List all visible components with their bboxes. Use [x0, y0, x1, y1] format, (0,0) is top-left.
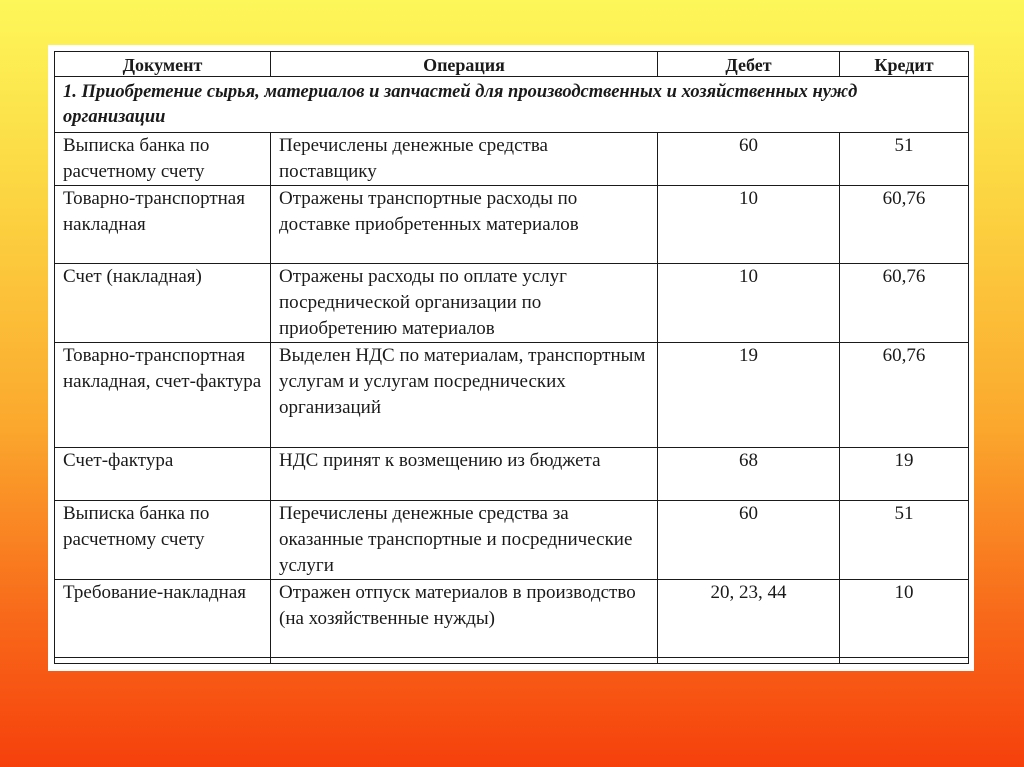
cell-credit: 51 — [840, 501, 969, 580]
table-row — [55, 264, 969, 343]
cell-operation: Перечислены денежные средства за оказанные транспортные и посреднические услуги — [271, 501, 658, 580]
table-row — [55, 186, 969, 264]
cell-document: Требование-накладная — [55, 580, 271, 658]
table-header-row — [55, 52, 969, 77]
cell-debit: 60 — [658, 133, 840, 186]
cell-document: Счет-фактура — [55, 448, 271, 501]
cell-credit: 19 — [840, 448, 969, 501]
table-row — [55, 501, 969, 580]
table-row — [55, 133, 969, 186]
cell-debit: 10 — [658, 186, 840, 264]
cell-debit: 60 — [658, 501, 840, 580]
table-row — [55, 343, 969, 448]
header-debit: Дебет — [658, 52, 840, 77]
cell-debit: 10 — [658, 264, 840, 343]
cell-empty — [840, 658, 969, 664]
cell-credit: 60,76 — [840, 264, 969, 343]
cell-operation: Перечислены денежные средства поставщику — [271, 133, 658, 186]
document-sheet — [48, 45, 974, 671]
cell-document: Счет (накладная) — [55, 264, 271, 343]
cell-document: Товарно-транспортная накладная — [55, 186, 271, 264]
cell-empty — [271, 658, 658, 664]
cell-debit: 68 — [658, 448, 840, 501]
cell-credit: 10 — [840, 580, 969, 658]
cell-debit: 20, 23, 44 — [658, 580, 840, 658]
cell-document: Выписка банка по расчетному счету — [55, 133, 271, 186]
cell-operation: Отражен отпуск материалов в производство (на хозяйственные нужды) — [271, 580, 658, 658]
cell-credit: 60,76 — [840, 343, 969, 448]
cell-empty — [55, 658, 271, 664]
table-row — [55, 448, 969, 501]
cell-operation: Отражены транспортные расходы по доставке приобретенных материалов — [271, 186, 658, 264]
header-document: Документ — [55, 52, 271, 77]
section-row — [55, 77, 969, 133]
table-row — [55, 580, 969, 658]
cell-operation: НДС принят к возмещению из бюджета — [271, 448, 658, 501]
cell-document: Товарно-транспортная накладная, счет-фактура — [55, 343, 271, 448]
cell-credit: 51 — [840, 133, 969, 186]
cell-empty — [658, 658, 840, 664]
table-row-cut — [55, 658, 969, 664]
cell-document: Выписка банка по расчетному счету — [55, 501, 271, 580]
accounting-entries-table — [54, 51, 969, 664]
cell-credit: 60,76 — [840, 186, 969, 264]
cell-operation: Отражены расходы по оплате услуг посреднической организации по приобретению материалов — [271, 264, 658, 343]
header-credit: Кредит — [840, 52, 969, 77]
section-title: 1. Приобретение сырья, материалов и запчастей для производственных и хозяйственных нужд организации — [55, 77, 969, 133]
cell-operation: Выделен НДС по материалам, транспортным услугам и услугам посреднических организаций — [271, 343, 658, 448]
header-operation: Операция — [271, 52, 658, 77]
cell-debit: 19 — [658, 343, 840, 448]
